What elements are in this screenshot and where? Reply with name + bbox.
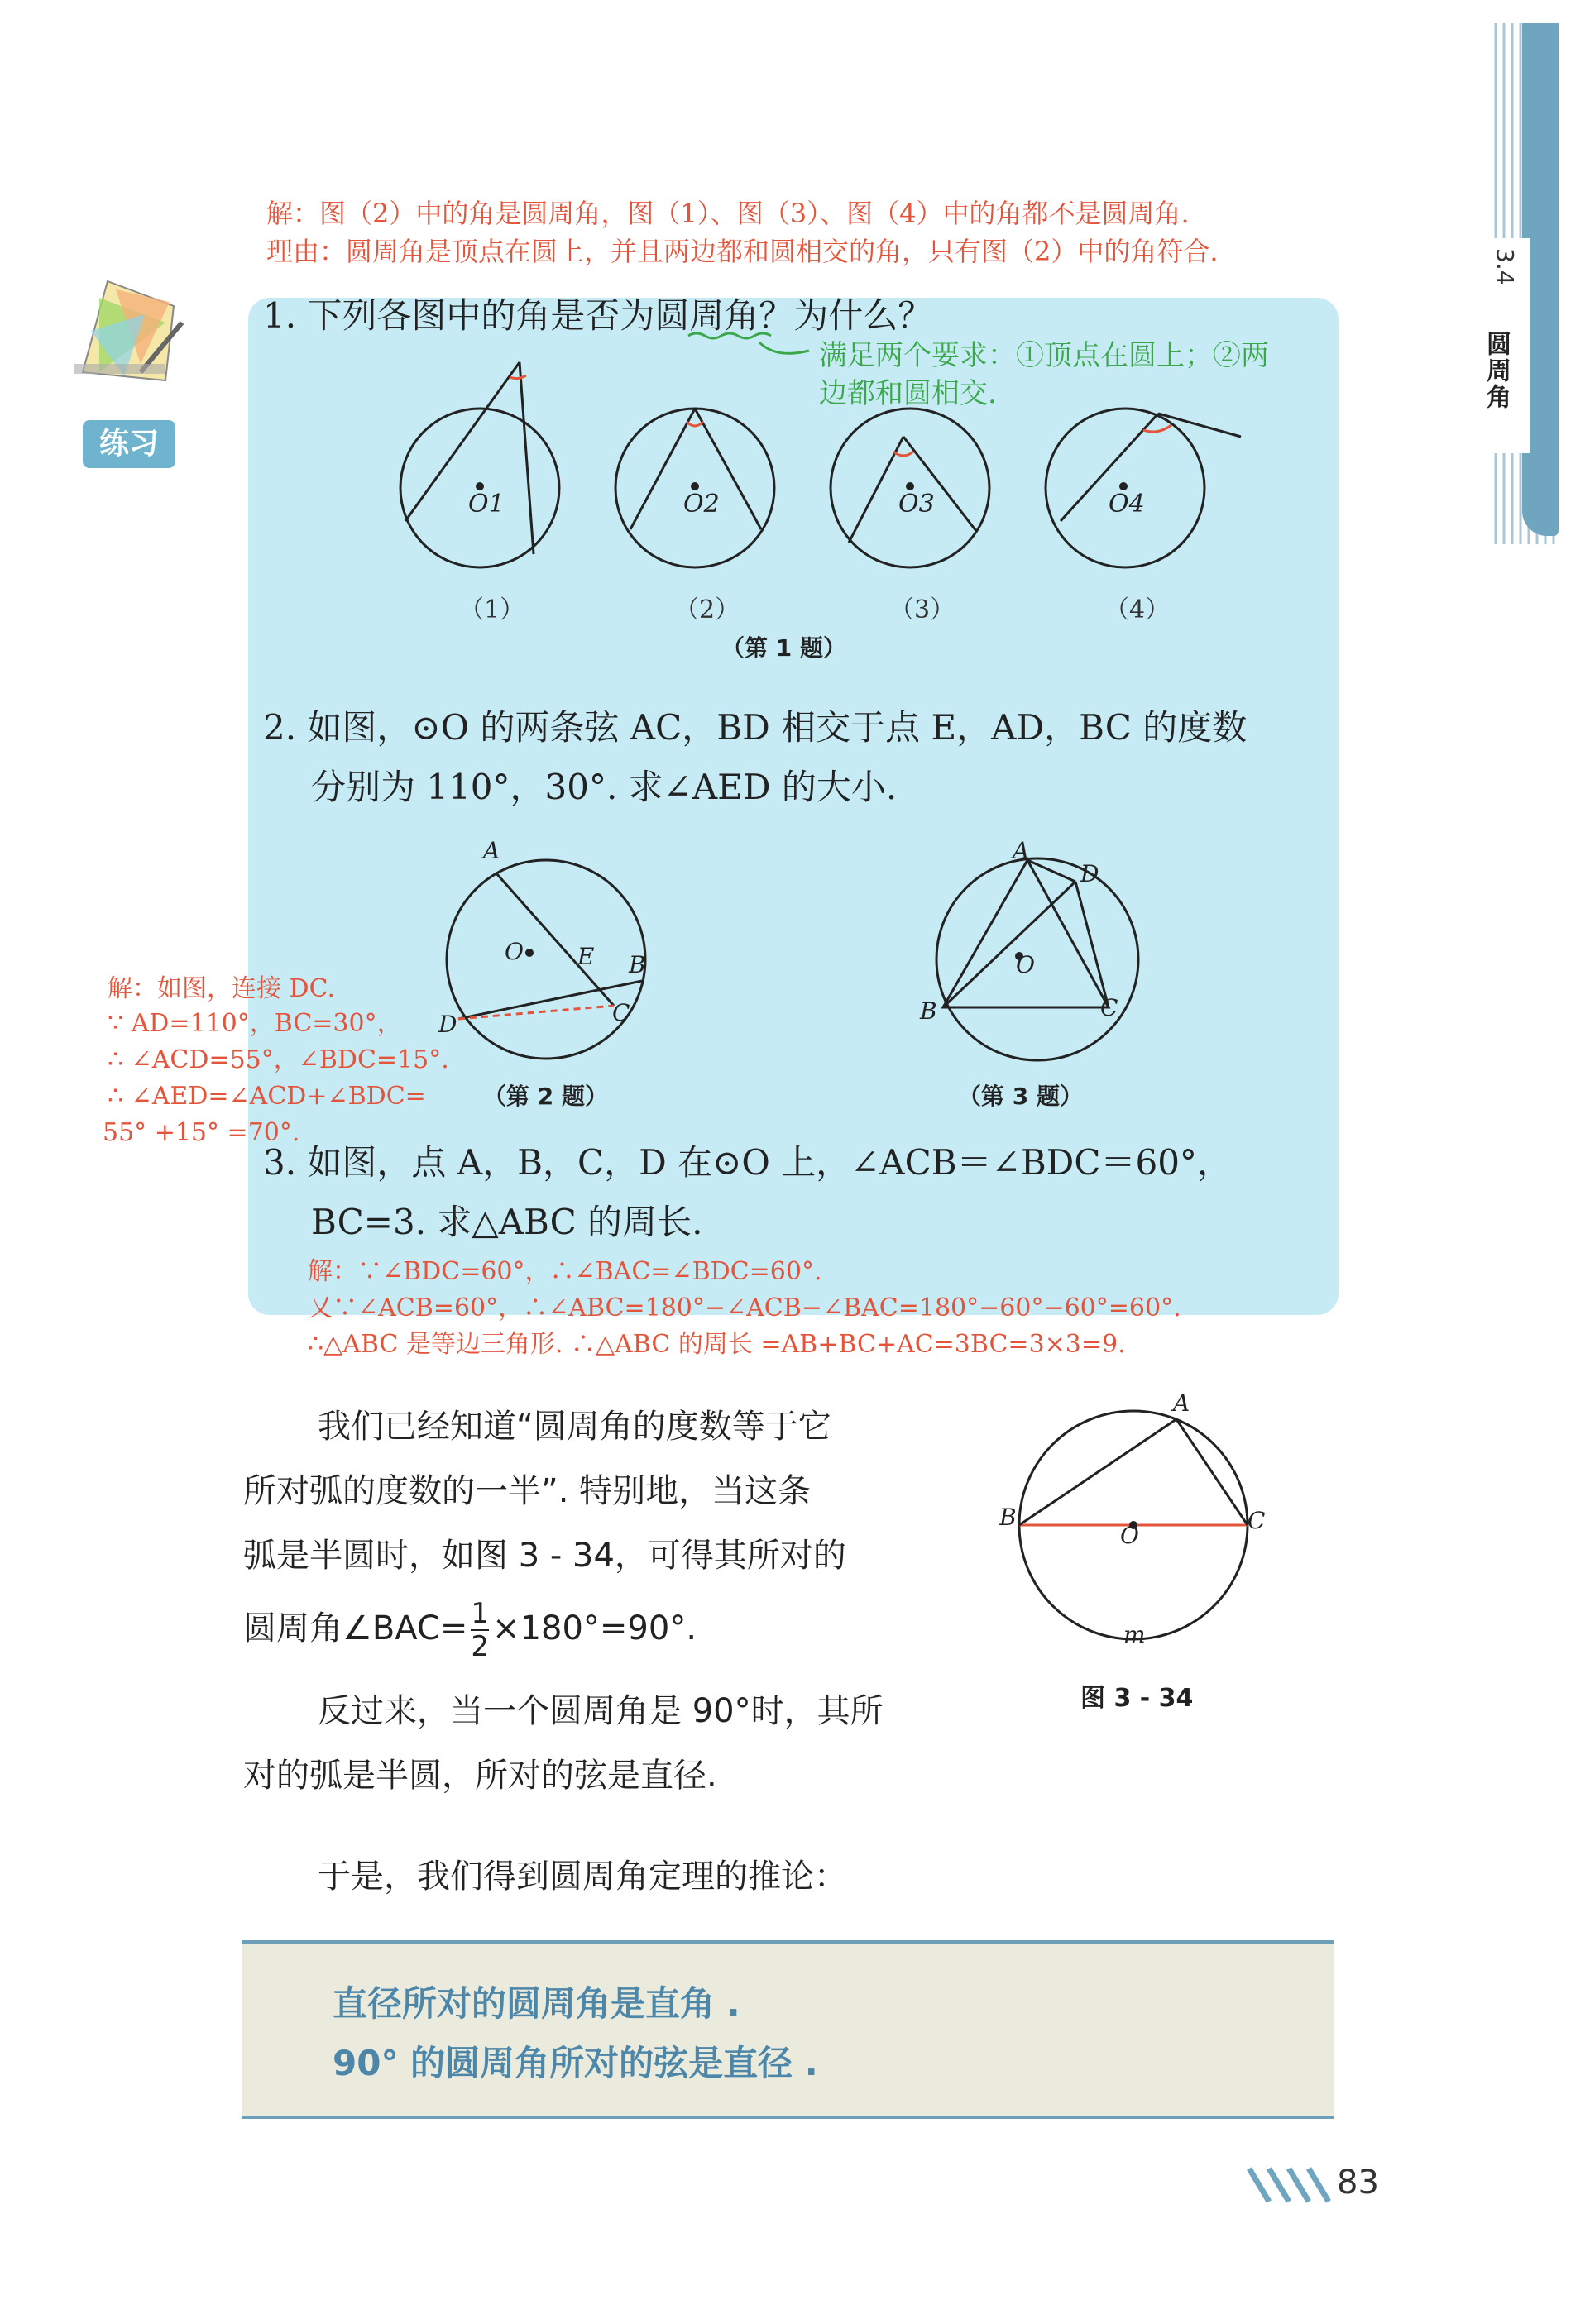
- fig334-label-a: A: [1173, 1389, 1190, 1417]
- q3-label-a: A: [1013, 837, 1030, 864]
- page-number: 83: [1337, 2164, 1379, 2202]
- hint-line-1: 满足两个要求：①顶点在圆上；②两: [819, 339, 1269, 372]
- theorem-line-1: 直径所对的圆周角是直角 .: [333, 1983, 740, 2024]
- figure-4: [1046, 409, 1241, 567]
- fig334-label-o: O: [1120, 1522, 1139, 1549]
- question-2-line2: 分别为 110°，30°. 求∠AED 的大小.: [311, 767, 898, 807]
- fraction-numerator: 1: [471, 1597, 490, 1630]
- q2-label-c: C: [612, 999, 630, 1026]
- circle-label-o1: O1: [468, 490, 505, 519]
- q2-label-a: A: [483, 837, 500, 864]
- body-p1-formula: [243, 1596, 697, 1662]
- fig334-label-b: B: [999, 1504, 1017, 1531]
- question-3-line2: BC=3. 求△ABC 的周长.: [311, 1202, 703, 1242]
- q2-answer-line5: 55° +15° =70°.: [103, 1118, 300, 1147]
- answer-q1-line1: 解：图（2）中的角是圆周角，图（1）、图（3）、图（4）中的角都不是圆周角.: [266, 198, 1190, 229]
- body-p2-line2: 对的弧是半圆，所对的弦是直径.: [243, 1757, 717, 1795]
- q3-label-b: B: [920, 997, 937, 1025]
- body-p3: 于是，我们得到圆周角定理的推论：: [318, 1858, 847, 1896]
- theorem-box: [242, 1940, 1334, 2119]
- figure-3: [831, 409, 989, 567]
- body-p1-line2: 所对弧的度数的一半”. 特别地，当这条: [243, 1472, 812, 1510]
- question-3-line1: 3. 如图，点 A，B，C，D 在⊙O 上，∠ACB＝∠BDC＝60°，: [263, 1142, 1232, 1183]
- q2-answer-line4: ∴ ∠AED=∠ACD+∠BDC=: [108, 1082, 426, 1111]
- practice-label: 练习: [83, 420, 175, 468]
- q1-caption: （第 1 题）: [721, 634, 846, 662]
- q1-figures: [381, 356, 1257, 571]
- q3-answer-line3: ∴△ABC 是等边三角形. ∴△ABC 的周长 =AB+BC+AC=3BC=3×3=9.: [308, 1330, 1126, 1359]
- circle-label-o2: O2: [683, 490, 720, 519]
- fig334-label-c: C: [1248, 1507, 1266, 1534]
- q3-answer-line2: 又∵∠ACB=60°，∴∠ABC=180°−∠ACB−∠BAC=180°−60°−60°=60°.: [308, 1294, 1181, 1322]
- figure-2: [615, 409, 774, 567]
- q3-caption: （第 3 题）: [958, 1083, 1083, 1110]
- circle-label-o3: O3: [898, 490, 935, 519]
- body-p2-line1: 反过来，当一个圆周角是 90°时，其所: [318, 1692, 884, 1730]
- formula-fraction: [471, 1598, 489, 1662]
- figure-3-34-caption: 图 3 - 34: [1080, 1684, 1194, 1713]
- practice-pencil-icon: [66, 273, 190, 405]
- question-2-line1: 2. 如图，⊙O 的两条弦 AC，BD 相交于点 E，AD，BC 的度数: [263, 707, 1248, 748]
- q2-label-d: D: [438, 1011, 457, 1038]
- section-title: 圆周角: [1482, 331, 1511, 410]
- q3-answer-line1: 解：∵∠BDC=60°，∴∠BAC=∠BDC=60°.: [308, 1257, 822, 1286]
- q2-answer-line2: ∵ AD=110°，BC=30°，: [108, 1009, 402, 1038]
- formula-prefix: 圆周角∠BAC=: [243, 1609, 468, 1647]
- theorem-line-2: 90° 的圆周角所对的弦是直径 .: [333, 2043, 818, 2083]
- section-number: 3.4: [1492, 248, 1519, 285]
- fig-label-4: （4）: [1104, 595, 1171, 624]
- q3-label-d: D: [1080, 860, 1099, 887]
- q2-answer-line3: ∴ ∠ACD=55°，∠BDC=15°.: [108, 1045, 449, 1074]
- q2-label-b: B: [629, 951, 646, 978]
- fig-label-2: （2）: [674, 595, 740, 624]
- q2-caption: （第 2 题）: [483, 1083, 608, 1110]
- hint-line-2: 边都和圆相交.: [819, 377, 997, 410]
- fig334-label-m: m: [1123, 1621, 1146, 1648]
- q3-label-o: O: [1016, 951, 1035, 978]
- answer-q1-line2: 理由：圆周角是顶点在圆上，并且两边都和圆相交的角，只有图（2）中的角符合.: [266, 236, 1219, 267]
- question-1: 1. 下列各图中的角是否为圆周角？为什么？: [263, 295, 933, 336]
- figure-1: [400, 362, 559, 567]
- q2-label-e: E: [577, 943, 595, 970]
- body-p1-line3: 弧是半圆时，如图 3 - 34，可得其所对的: [243, 1537, 846, 1575]
- fraction-denominator: 2: [471, 1630, 490, 1663]
- body-p1-line1: 我们已经知道“圆周角的度数等于它: [318, 1408, 831, 1446]
- fig-label-1: （1）: [459, 595, 525, 624]
- circle-label-o4: O4: [1109, 490, 1145, 519]
- fig-label-3: （3）: [889, 595, 955, 624]
- page-number-decoration: [1241, 2160, 1340, 2210]
- q3-label-c: C: [1100, 994, 1118, 1021]
- q2-label-o: O: [505, 938, 524, 965]
- q3-figure: [913, 844, 1161, 1067]
- formula-suffix: ×180°=90°.: [492, 1609, 697, 1647]
- q2-answer-line1: 解：如图，连接 DC.: [108, 974, 336, 1003]
